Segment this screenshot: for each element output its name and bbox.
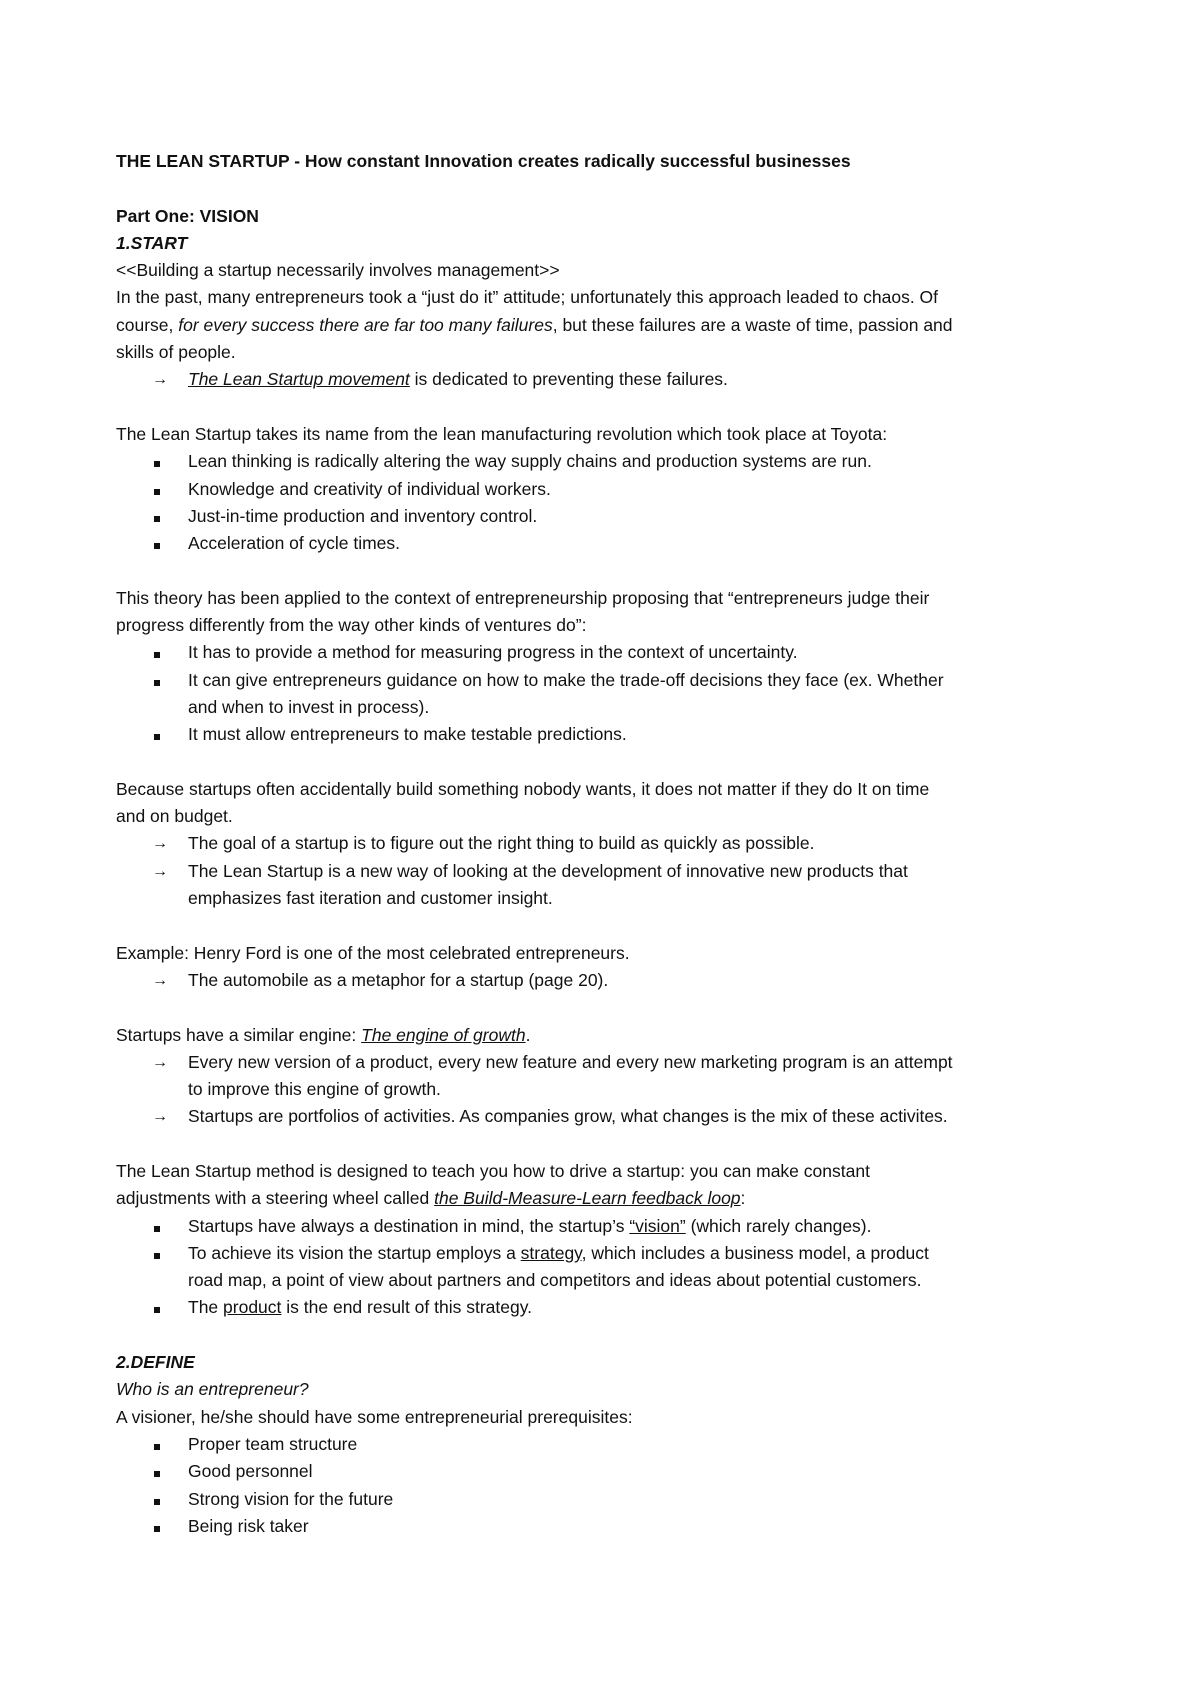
quote-line: <<Building a startup necessarily involves management>> [116,260,560,281]
square-bullet-icon [152,667,182,694]
bullet-text: Acceleration of cycle times. [188,533,401,554]
paragraph-line: A visioner, he/she should have some entrepreneurial prerequisites: [116,1406,633,1427]
bullet-text: Strong vision for the future [188,1488,394,1509]
underlined-term: The engine of growth [361,1024,526,1045]
square-bullet-icon [152,1294,182,1321]
paragraph-line: Example: Henry Ford is one of the most celebrated entrepreneurs. [116,942,630,963]
arrow-icon: → [152,971,168,989]
document-title: THE LEAN STARTUP - How constant Innovation creates radically successful businesses [116,151,851,171]
text-run: , which includes a business model, a product [581,1242,929,1263]
bullet-item [116,1486,1096,1513]
arrow-icon: → [152,862,168,880]
bullet-text [188,1240,1096,1267]
arrow-item-text: Startups are portfolios of activities. As companies grow, what changes is the mix of these activites. [188,1106,948,1127]
arrow-item-text-continued: to improve this engine of growth. [188,1079,441,1100]
arrow-item-text [188,366,1096,393]
arrow-item-text: The Lean Startup is a new way of looking at the development of innovative new products that [188,860,908,881]
text-run: is the end result of this strategy. [281,1297,533,1318]
text-run: Startups have always a destination in mind, the startup’s [188,1215,630,1236]
bullet-item [116,1431,1096,1458]
text-run: course, [116,314,179,335]
bullet-text: Proper team structure [188,1433,358,1454]
underlined-term: The Lean Startup movement [188,369,410,390]
text-run: (which rarely changes). [685,1215,872,1236]
square-bullet-icon [152,1486,182,1513]
spacer [116,749,1096,776]
bullet-text: Just-in-time production and inventory control. [188,505,538,526]
spacer [116,175,1096,202]
paragraph-line: skills of people. [116,342,236,363]
spacer [116,1131,1096,1158]
bullet-item [116,448,1096,475]
paragraph-line: This theory has been applied to the context of entrepreneurship proposing that “entrepreneurs judge their [116,587,930,608]
bullet-item [116,1213,1096,1240]
bullet-item [116,1458,1096,1485]
bullet-text: It can give entrepreneurs guidance on how to make the trade-off decisions they face (ex. Whether [188,669,944,690]
spacer [116,394,1096,421]
square-bullet-icon [152,1240,182,1267]
subheading-question: Who is an entrepreneur? [116,1379,309,1400]
text-run: To achieve its vision the startup employs a [188,1242,521,1263]
arrow-icon: → [152,1108,168,1126]
paragraph-line: In the past, many entrepreneurs took a “just do it” attitude; unfortunately this approach leaded to chaos. Of [116,287,939,308]
bullet-item [116,1513,1096,1540]
section-heading-start: 1.START [116,232,188,253]
paragraph-line: Because startups often accidentally build something nobody wants, it does not matter if they do It on time [116,778,930,799]
arrow-item-text-continued: emphasizes fast iteration and customer insight. [188,888,553,909]
spacer [116,557,1096,584]
square-bullet-icon [152,476,182,503]
arrow-item [116,830,1096,857]
paragraph-line: The Lean Startup method is designed to teach you how to drive a startup: you can make constant [116,1160,870,1181]
text-run: : [740,1188,746,1209]
bullet-item [116,721,1096,748]
bullet-text: Lean thinking is radically altering the way supply chains and production systems are run. [188,451,872,472]
underlined-term: the Build-Measure-Learn feedback loop [434,1188,741,1209]
arrow-item [116,858,1096,913]
bullet-item [116,1240,1096,1295]
bullet-item [116,530,1096,557]
underlined-term: strategy [520,1242,582,1263]
square-bullet-icon [152,1458,182,1485]
underlined-term: “vision” [629,1215,686,1236]
square-bullet-icon [152,503,182,530]
bullet-text: Knowledge and creativity of individual workers. [188,478,551,499]
square-bullet-icon [152,1431,182,1458]
bullet-text: Good personnel [188,1461,313,1482]
emphasis-text: for every success there are far too many failures [178,314,553,335]
bullet-text-continued: and when to invest in process). [188,696,430,717]
paragraph-line [116,1185,1096,1212]
paragraph-line: progress differently from the way other kinds of ventures do”: [116,615,587,636]
bullet-text [188,1213,1096,1240]
arrow-icon: → [152,371,168,389]
arrow-item-text: The goal of a startup is to figure out the right thing to build as quickly as possible. [188,833,815,854]
bullet-item [116,639,1096,666]
arrow-item [116,1103,1096,1130]
square-bullet-icon [152,530,182,557]
square-bullet-icon [152,1513,182,1540]
text-run: Startups have a similar engine: [116,1024,362,1045]
bullet-text: It must allow entrepreneurs to make testable predictions. [188,724,627,745]
square-bullet-icon [152,1213,182,1240]
arrow-item [116,1049,1096,1104]
bullet-text: Being risk taker [188,1515,309,1536]
text-run: adjustments with a steering wheel called [116,1188,435,1209]
text-run: The [188,1297,224,1318]
underlined-term: product [223,1297,282,1318]
square-bullet-icon [152,639,182,666]
arrow-icon: → [152,1053,168,1071]
bullet-text [188,1294,1096,1321]
spacer [116,1322,1096,1349]
arrow-item [116,366,1096,393]
spacer [116,912,1096,939]
paragraph-line: The Lean Startup takes its name from the lean manufacturing revolution which took place at Toyota: [116,423,888,444]
arrow-icon: → [152,835,168,853]
section-heading-define: 2.DEFINE [116,1352,195,1373]
bullet-item [116,476,1096,503]
arrow-item-text: Every new version of a product, every new feature and every new marketing program is an attempt [188,1051,953,1072]
text-run: is dedicated to preventing these failures. [409,369,728,390]
bullet-item [116,503,1096,530]
bullet-text: It has to provide a method for measuring progress in the context of uncertainty. [188,642,798,663]
square-bullet-icon [152,721,182,748]
document-page [116,148,1096,1540]
paragraph-line [116,312,1096,339]
arrow-item-text: The automobile as a metaphor for a startup (page 20). [188,969,609,990]
text-run: . [525,1024,531,1045]
bullet-item [116,667,1096,722]
paragraph-line: and on budget. [116,806,233,827]
text-run: , but these failures are a waste of time, passion and [552,314,953,335]
square-bullet-icon [152,448,182,475]
spacer [116,994,1096,1021]
bullet-text-continued: road map, a point of view about partners and competitors and ideas about potential customers. [188,1270,922,1291]
part-heading: Part One: VISION [116,205,259,226]
bullet-item [116,1294,1096,1321]
paragraph-line [116,1022,1096,1049]
arrow-item [116,967,1096,994]
